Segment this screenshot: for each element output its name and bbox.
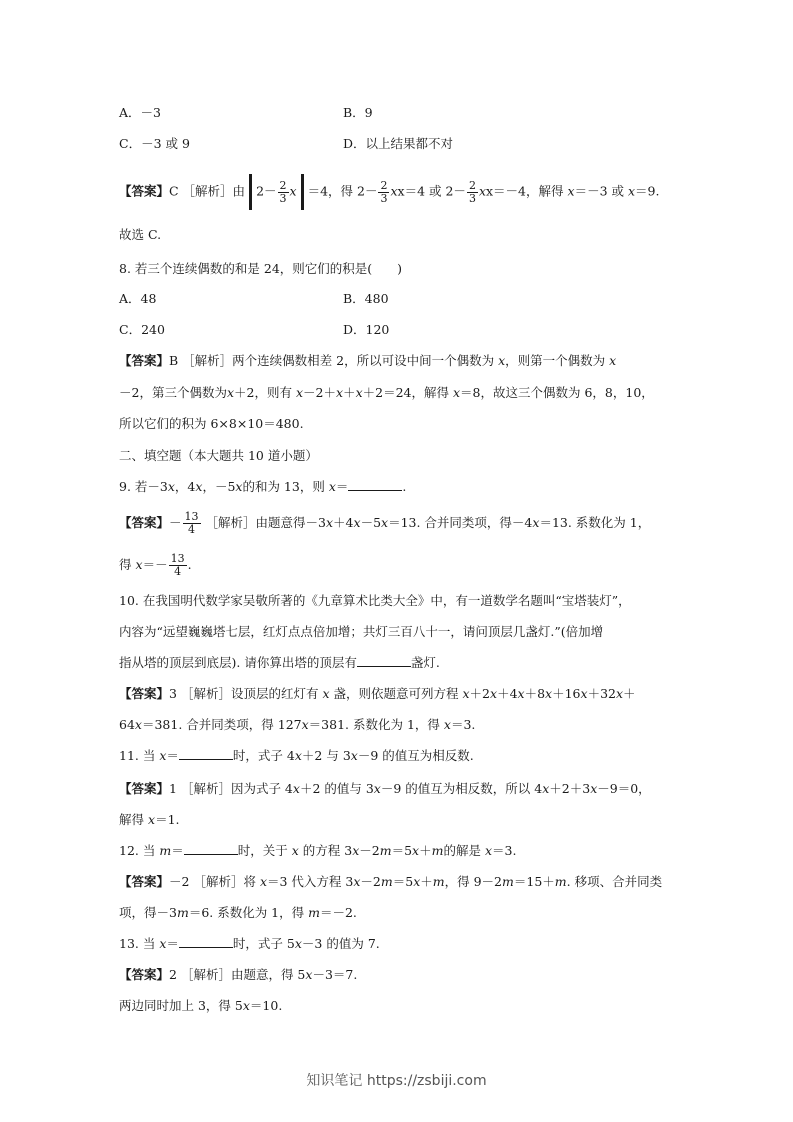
q11-stem: 11. 当 x＝ 时，式子 4x＋2 与 3x－9 的值互为相反数.: [119, 748, 474, 763]
q13-answer-line2: 两边同时加上 3，得 5x＝10.: [119, 998, 283, 1013]
q8-option-d: D．120: [343, 322, 390, 337]
answer-label: 【答案】: [119, 967, 170, 982]
q8-answer-line3: 所以它们的积为 6×8×10＝480.: [119, 416, 304, 431]
q9-answer-line2: 得 x＝－ $\frac{13}{4}$ .: [119, 552, 192, 578]
q9-stem: 9. 若－3x，4x，－5x的和为 13，则 x＝ .: [119, 479, 407, 494]
fraction: $\frac{13}{4}$: [170, 552, 185, 578]
footer-watermark: 知识笔记 https://zsbiji.com: [306, 1073, 487, 1089]
answer-label: 【答案】: [119, 515, 170, 530]
q10-stem-line2: 内容为“远望巍巍塔七层，红灯点点倍加增；共灯三百八十一，请问顶层几盏灯.”(倍加增: [119, 624, 604, 639]
section-heading: 二、填空题（本大题共 10 道小题）: [119, 448, 318, 463]
abs-bar-left: [249, 174, 252, 210]
q13-stem: 13. 当 x＝ 时，式子 5x－3 的值为 7.: [119, 936, 380, 951]
q8-option-c: C．240: [119, 322, 165, 337]
q10-answer-line2: 64x＝381. 合并同类项，得 127x＝381. 系数化为 1，得 x＝3.: [119, 717, 476, 732]
q10-answer-line1: 【答案】3 ［解析］设顶层的红灯有 x 盏，则依题意可列方程 x＋2x＋4x＋8x＋16x＋32x＋: [119, 686, 636, 701]
q7-option-b: B．9: [343, 105, 373, 120]
q7-option-d: D．以上结果都不对: [343, 136, 454, 151]
abs-bar-right: [301, 174, 304, 210]
answer-label: 【答案】: [119, 183, 170, 199]
answer-label: 【答案】: [119, 686, 170, 701]
q7-answer-line2: 故选 C.: [119, 227, 162, 242]
q8-option-b: B．480: [343, 291, 389, 306]
fraction: $\frac{2}{3}$: [279, 178, 287, 205]
q7-answer: 【答案】C ［解析］由 2－ $\frac{2}{3}$ x ＝4，得 2－ $\frac{2}{3}$ xx＝4 或 2－ $\frac{2}{3}$ xx＝－4，解得 x＝－3 或 x＝9.: [119, 174, 659, 210]
q8-answer-line2: －2，第三个偶数为x＋2，则有 x－2＋x＋x＋2＝24，解得 x＝8，故这三个偶数为 6，8，10，: [119, 385, 654, 400]
answer-label: 【答案】: [119, 874, 170, 889]
q8-option-a: A．48: [119, 291, 157, 306]
answer-blank: [179, 935, 233, 948]
q11-answer-line2: 解得 x＝1.: [119, 812, 180, 827]
q9-answer-line1: 【答案】－ $\frac{13}{4}$ ［解析］由题意得－3x＋4x－5x＝13. 合并同类项，得－4x＝13. 系数化为 1，: [119, 510, 651, 536]
fraction: $\frac{13}{4}$: [184, 510, 199, 536]
q10-stem-line3: 指从塔的顶层到底层). 请你算出塔的顶层有 盏灯.: [119, 655, 440, 670]
q8-answer-line1: 【答案】B ［解析］两个连续偶数相差 2，所以可设中间一个偶数为 x，则第一个偶数为 x: [119, 353, 617, 368]
q10-stem-line1: 10. 在我国明代数学家吴敬所著的《九章算术比类大全》中，有一道数学名题叫“宝塔装灯”，: [119, 593, 631, 608]
q11-answer-line1: 【答案】1 ［解析］因为式子 4x＋2 的值与 3x－9 的值互为相反数，所以 4x＋2＋3x－9＝0，: [119, 781, 651, 796]
fraction: $\frac{2}{3}$: [380, 178, 388, 205]
answer-blank: [357, 654, 411, 667]
answer-blank: [184, 842, 238, 855]
q12-answer-line1: 【答案】－2 ［解析］将 x＝3 代入方程 3x－2m＝5x＋m，得 9－2m＝15＋m. 移项、合并同类: [119, 874, 663, 889]
answer-label: 【答案】: [119, 781, 170, 796]
q8-stem: 8. 若三个连续偶数的和是 24，则它们的积是( ): [119, 261, 403, 276]
answer-blank: [179, 747, 233, 760]
q7-option-c: C．－3 或 9: [119, 136, 190, 151]
answer-label: 【答案】: [119, 353, 170, 368]
q12-stem: 12. 当 m＝ 时，关于 x 的方程 3x－2m＝5x＋m的解是 x＝3.: [119, 843, 517, 858]
q13-answer-line1: 【答案】2 ［解析］由题意，得 5x－3＝7.: [119, 967, 358, 982]
answer-blank: [348, 478, 402, 491]
q12-answer-line2: 项，得－3m＝6. 系数化为 1，得 m＝－2.: [119, 905, 357, 920]
q7-option-a: A．－3: [119, 105, 161, 120]
fraction: $\frac{2}{3}$: [468, 178, 476, 205]
